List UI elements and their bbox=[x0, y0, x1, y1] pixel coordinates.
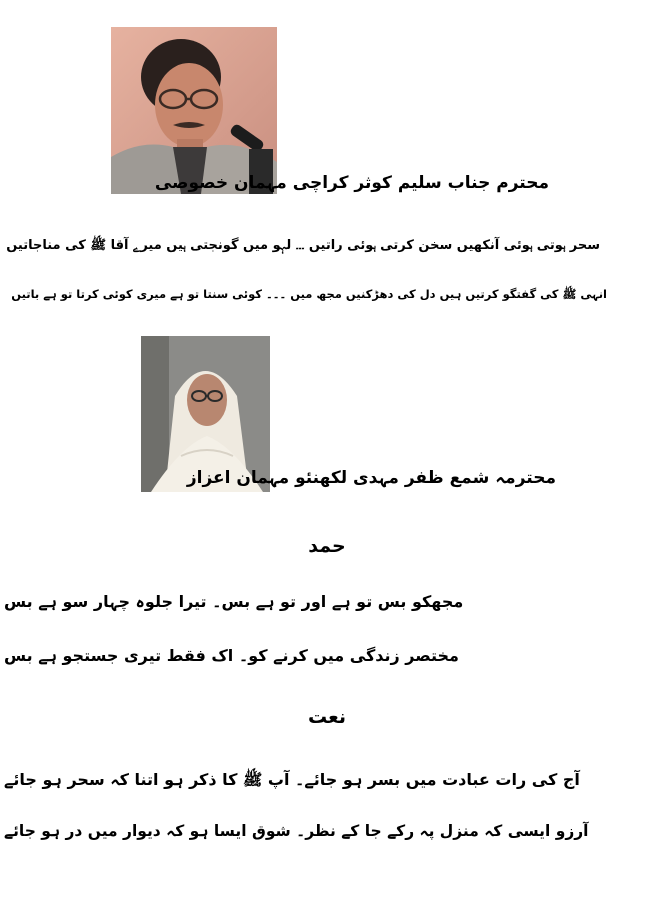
hamd-heading: حمد bbox=[308, 535, 346, 557]
verse-line: سحر ہوتی ہوئی آنکھیں سخن کرتی ہوئی راتیں ۔۔۔ لہو میں گونجتی ہیں میرے آقا ﷺ کی مناجاتیں bbox=[6, 238, 600, 253]
hamd-line: مجھکو بس تو ہے اور تو ہے بس۔ تیرا جلوہ چہار سو ہے بس bbox=[4, 592, 464, 611]
hamd-line: مختصر زندگی میں کرنے کو۔ اک فقط تیری جستجو ہے بس bbox=[4, 646, 459, 665]
naat-line: آرزو ایسی کہ منزل پہ رکے جا کے نظر۔ شوق ایسا ہو کہ دیوار میں در ہو جائے bbox=[4, 822, 589, 840]
guest-honour-caption: محترمہ شمع ظفر مہدی لکھنئو مہمان اعزاز bbox=[186, 468, 556, 488]
verse-line: انہی ﷺ کی گفتگو کرتیں ہیں دل کی دھڑکنیں مجھ میں ۔۔۔ کوئی سنتا تو ہے میری کوئی کرتا تو ہے باتیں bbox=[11, 287, 607, 301]
guest-special-caption: محترم جناب سلیم کوثر کراچی مہمان خصوصی bbox=[154, 173, 549, 193]
naat-heading: نعت bbox=[308, 706, 346, 728]
guest-special-photo bbox=[111, 27, 277, 194]
naat-line: آج کی رات عبادت میں بسر ہو جائے۔ آپ ﷺ کا ذکر ہو اتنا کہ سحر ہو جائے bbox=[4, 770, 580, 789]
